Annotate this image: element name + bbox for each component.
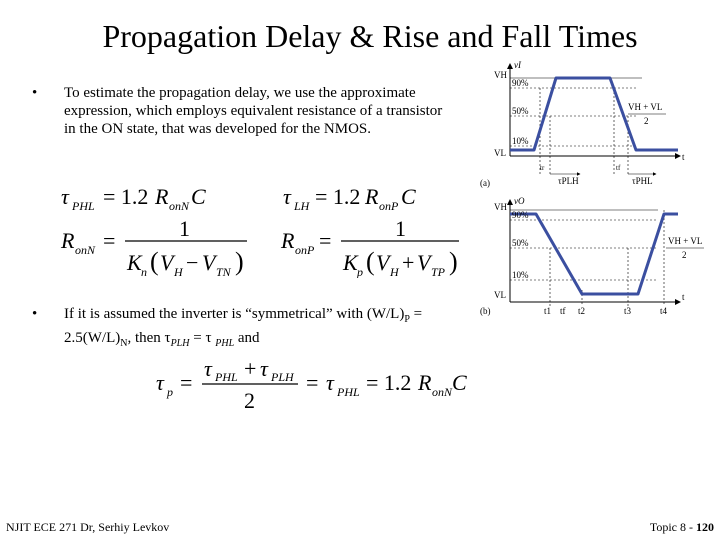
- equation-tp: [150, 356, 470, 416]
- svg-text:C: C: [452, 370, 467, 395]
- svg-text:=: =: [103, 228, 116, 253]
- svg-text:TP: TP: [431, 265, 446, 278]
- svg-text:onP: onP: [295, 243, 315, 257]
- tphl-label: τPHL: [632, 176, 653, 186]
- svg-text:V: V: [202, 250, 216, 275]
- svg-text:V: V: [417, 250, 431, 275]
- svg-text:= 1.2: = 1.2: [103, 184, 149, 209]
- svg-text:=: =: [180, 370, 193, 395]
- pct10-label: 10%: [512, 136, 529, 146]
- svg-text:onN: onN: [432, 385, 453, 399]
- svg-text:= 1.2: = 1.2: [315, 184, 361, 209]
- equation-ronp: [280, 216, 459, 278]
- mid-expr-num-b: VH + VL: [668, 236, 703, 246]
- svg-text:V: V: [160, 250, 174, 275]
- svg-text:C: C: [401, 184, 416, 209]
- svg-text:): ): [449, 247, 458, 276]
- vo-label: vO: [514, 196, 525, 206]
- svg-text:K: K: [343, 250, 358, 275]
- vh-label-b: VH: [494, 202, 507, 212]
- equation-ronn: [60, 216, 247, 278]
- mid-expr-num: VH + VL: [628, 102, 663, 112]
- svg-text:p: p: [167, 385, 173, 399]
- slide-title: Propagation Delay & Rise and Fall Times: [102, 18, 638, 54]
- pct10-label-b: 10%: [512, 270, 529, 280]
- vl-label-b: VL: [494, 290, 506, 300]
- svg-text:R: R: [365, 184, 379, 209]
- t3-label: t3: [624, 306, 632, 316]
- svg-text:PHL: PHL: [215, 370, 238, 384]
- svg-text:p: p: [357, 265, 363, 278]
- svg-text:τ: τ: [283, 184, 291, 209]
- svg-text:=: =: [306, 370, 319, 395]
- svg-text:=: =: [319, 228, 332, 253]
- equation-tphl: [61, 184, 206, 213]
- bullet-marker: •: [32, 306, 38, 322]
- fig-a-label: (a): [480, 178, 490, 188]
- svg-text:onP: onP: [379, 199, 399, 213]
- pct90-label-b: 90%: [512, 210, 529, 220]
- svg-text:PHL: PHL: [72, 199, 95, 213]
- svg-text:+: +: [244, 356, 257, 381]
- vl-label: VL: [494, 148, 506, 158]
- svg-text:R: R: [281, 228, 295, 253]
- waveform-figure: [478, 58, 710, 320]
- svg-text:1: 1: [395, 216, 406, 241]
- svg-text:K: K: [127, 250, 142, 275]
- svg-text:(: (: [366, 247, 375, 276]
- svg-text:1: 1: [179, 216, 190, 241]
- svg-text:onN: onN: [169, 199, 190, 213]
- svg-text:2: 2: [244, 388, 255, 413]
- svg-text:TN: TN: [216, 265, 231, 278]
- svg-text:R: R: [418, 370, 432, 395]
- tr-label: tr: [540, 164, 545, 172]
- svg-text:τ: τ: [204, 356, 212, 381]
- svg-text:n: n: [141, 265, 147, 278]
- fig-b-label: (b): [480, 306, 491, 316]
- svg-text:τ: τ: [326, 370, 334, 395]
- pct90-label: 90%: [512, 78, 529, 88]
- tf-label: tf: [616, 164, 621, 172]
- bullet-text-2: If it is assumed the inverter is “symmetrical” with $(W/L)_P = 2.5(W/L)_N$, then $\tau_{PLH} = \tau$ $_{PHL}$ and: [64, 306, 423, 349]
- svg-text:V: V: [376, 250, 390, 275]
- svg-text:PLH: PLH: [271, 370, 294, 384]
- svg-text:τ: τ: [260, 356, 268, 381]
- vh-label: VH: [494, 70, 507, 80]
- svg-text:R: R: [155, 184, 169, 209]
- svg-text:τ: τ: [61, 184, 69, 209]
- svg-text:PHL: PHL: [337, 385, 360, 399]
- t4-label: t4: [660, 306, 668, 316]
- equation-tplh: [283, 184, 416, 213]
- svg-text:τ: τ: [156, 370, 164, 395]
- t2-label: t2: [578, 306, 586, 316]
- svg-text:+: +: [402, 250, 415, 275]
- svg-text:−: −: [186, 250, 199, 275]
- t-axis-label: t: [682, 152, 685, 162]
- t-axis-label-b: t: [682, 292, 685, 302]
- mid-expr-den: 2: [644, 116, 649, 126]
- mid-expr-den-b: 2: [682, 250, 687, 260]
- t1-label: t1: [544, 306, 552, 316]
- tf-label-b: tf: [560, 306, 566, 316]
- footer-course: NJIT ECE 271 Dr, Serhiy Levkov: [6, 520, 170, 534]
- bullet-marker: •: [32, 85, 38, 101]
- equations-delay: [55, 178, 475, 278]
- svg-text:C: C: [191, 184, 206, 209]
- svg-text:LH: LH: [294, 199, 310, 213]
- tplh-label: τPLH: [558, 176, 579, 186]
- pct50-label: 50%: [512, 106, 529, 116]
- vi-label: vI: [514, 60, 521, 70]
- svg-text:H: H: [174, 265, 183, 278]
- svg-text:onN: onN: [75, 243, 96, 257]
- svg-text:(: (: [150, 247, 159, 276]
- output-waveform: [510, 214, 678, 294]
- svg-text:R: R: [61, 228, 75, 253]
- pct50-label-b: 50%: [512, 238, 529, 248]
- bullet-text-1: To estimate the propagation delay, we use the approximate expression, which employs equivalent resistance of a transistor in the ON state, that was developed for the NMOS.: [64, 85, 443, 137]
- svg-text:= 1.2: = 1.2: [366, 370, 412, 395]
- svg-text:): ): [235, 247, 244, 276]
- svg-text:H: H: [390, 265, 399, 278]
- footer-page: Topic 8 - 120: [649, 520, 714, 534]
